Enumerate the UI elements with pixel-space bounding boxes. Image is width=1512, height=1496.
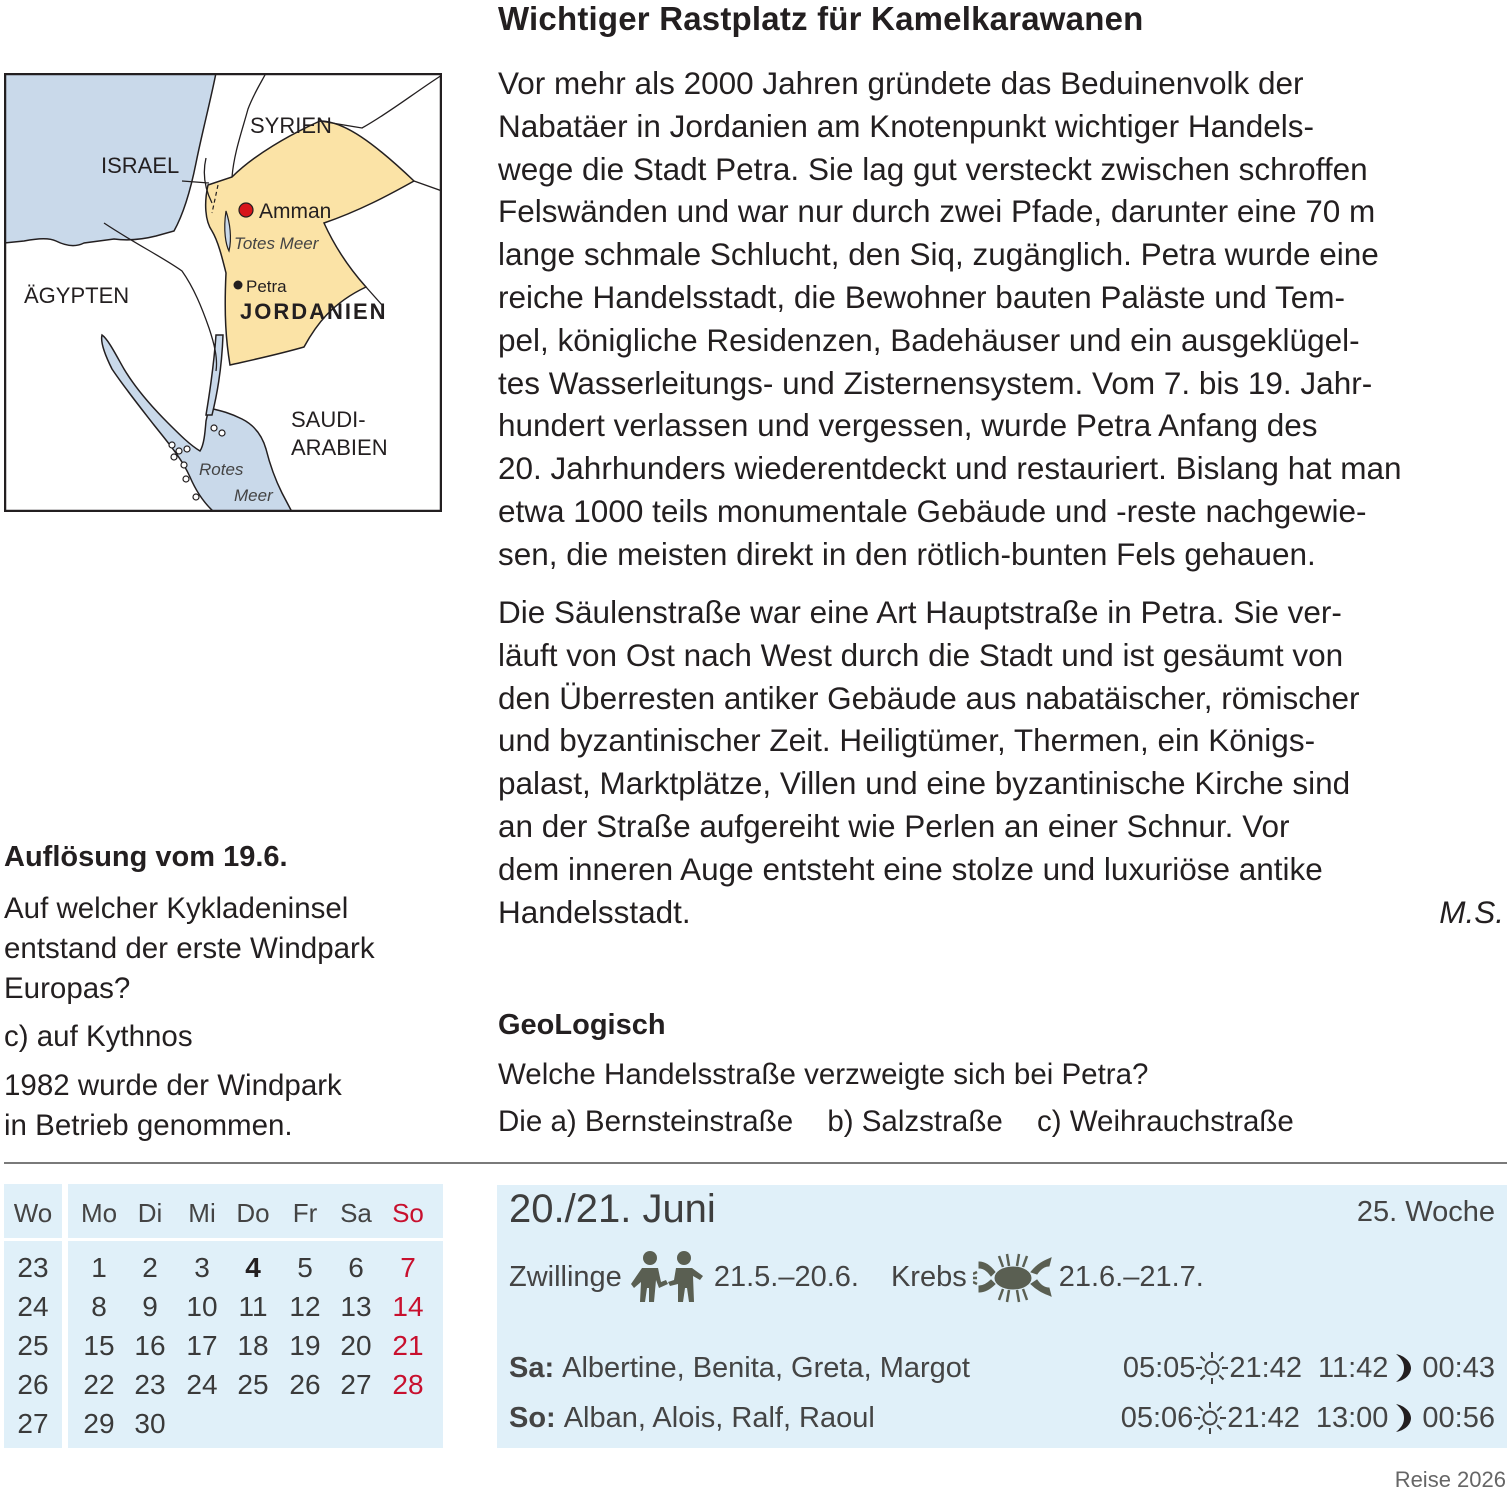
- calendar-day: 28: [392, 1369, 424, 1400]
- map-label-syrien: SYRIEN: [250, 113, 332, 138]
- calendar-header-mo: Mo: [80, 1198, 118, 1228]
- text-line: den Überresten antiker Gebäude aus nabatäischer, römischer: [498, 679, 1360, 716]
- city-dot-icon: [234, 281, 243, 290]
- calendar-header-sa: Sa: [340, 1198, 372, 1228]
- calendar-day: 5: [297, 1252, 313, 1283]
- calendar-header-di: Di: [137, 1198, 163, 1228]
- quiz-option-b: b) Salzstraße: [827, 1105, 1003, 1138]
- map-label-rotes: Rotes: [199, 460, 244, 479]
- calendar-day: 16: [134, 1330, 166, 1361]
- capital-marker-icon: [239, 203, 253, 217]
- calendar-day: 30: [134, 1408, 166, 1439]
- text-line: 20. Jahrhunders wiederentdeckt und restauriert. Bislang hat man: [498, 450, 1402, 487]
- text-line-last: [498, 891, 1510, 934]
- calendar-day: 26: [289, 1369, 321, 1400]
- moonrise-time: 11:42: [1318, 1351, 1389, 1384]
- calendar-day: 14: [392, 1291, 424, 1322]
- text-line: Europas?: [4, 972, 131, 1005]
- calendar-day: 2: [142, 1252, 158, 1283]
- moon-icon: [1388, 1402, 1414, 1434]
- calendar-day: 7: [400, 1252, 416, 1283]
- text-line: in Betrieb genommen.: [4, 1109, 293, 1142]
- calendar-header-fr: Fr: [292, 1198, 318, 1228]
- article-paragraph-1: [498, 62, 1510, 576]
- calendar-day: 19: [289, 1330, 321, 1361]
- quiz-title: GeoLogisch: [498, 1009, 666, 1041]
- quiz-option-c: c) Weihrauchstraße: [1036, 1105, 1294, 1138]
- calendar-day: 15: [83, 1330, 115, 1361]
- calendar-week-number: 24: [17, 1291, 49, 1322]
- sun-moon-times: [1121, 1401, 1495, 1435]
- article-headline: Wichtiger Rastplatz für Kamelkarawanen: [498, 0, 1144, 37]
- calendar-header-so: So: [392, 1198, 424, 1228]
- jordan-map: [4, 73, 442, 512]
- map-label-jordanien: JORDANIEN: [240, 299, 388, 324]
- zodiac-gemini-label: Zwillinge: [509, 1260, 622, 1293]
- text-line: Nabatäer in Jordanien am Knotenpunkt wichtiger Handels-: [498, 107, 1314, 144]
- sunset-time: 21:42: [1229, 1351, 1302, 1384]
- text-line: und byzantinischer Zeit. Heiligtümer, Thermen, ein Königs-: [498, 722, 1316, 759]
- solution-answer: [4, 1017, 193, 1057]
- sunrise-time: 05:06: [1120, 1401, 1194, 1434]
- calendar-day: 10: [186, 1291, 218, 1322]
- calendar-day: 13: [340, 1291, 372, 1322]
- map-label-saudi-1: SAUDI-: [291, 407, 366, 432]
- text-line: Die Säulenstraße war eine Art Hauptstraße in Petra. Sie ver-: [498, 594, 1342, 630]
- map-label-petra: Petra: [246, 277, 287, 296]
- month-calendar: [4, 1184, 443, 1448]
- sunset-time: 21:42: [1227, 1401, 1300, 1434]
- map-label-totes-meer: Totes Meer: [234, 234, 319, 253]
- calendar-day: 9: [142, 1291, 158, 1322]
- footer-label: Reise 2026: [1394, 1467, 1506, 1492]
- sun-moon-times: [1123, 1351, 1495, 1385]
- gemini-icon: [628, 1250, 708, 1304]
- solution-note: [4, 1066, 342, 1146]
- zodiac-cancer-range: 21.6.–21.7.: [1058, 1260, 1204, 1293]
- text-line: Auf welcher Kykladeninsel: [4, 892, 349, 925]
- name-day-row-so: [509, 1398, 1495, 1438]
- divider: [4, 1162, 1507, 1164]
- calendar-header-do: Do: [236, 1198, 270, 1228]
- text-line: palast, Marktplätze, Villen und eine byzantinische Kirche sind: [498, 765, 1351, 802]
- calendar-week-number: 25: [17, 1330, 49, 1361]
- name-day-names: Alban, Alois, Ralf, Raoul: [563, 1401, 875, 1434]
- map-label-israel: ISRAEL: [101, 153, 180, 178]
- map-label-amman: Amman: [259, 200, 332, 223]
- text-line: entstand der erste Windpark: [4, 932, 375, 965]
- calendar-day: 27: [340, 1369, 372, 1400]
- text-line: Felswänden und war nur durch zwei Pfade, darunter eine 70 m: [498, 193, 1376, 230]
- calendar-day: 6: [348, 1252, 364, 1283]
- solution-question: [4, 889, 375, 1009]
- calendar-day: 20: [340, 1330, 372, 1361]
- text-line-content: Handelsstadt.: [498, 893, 691, 930]
- calendar-header-wo: Wo: [13, 1198, 53, 1228]
- text-line: sen, die meisten direkt in den rötlich-bunten Fels gehauen.: [498, 535, 1316, 572]
- text-line: reiche Handelsstadt, die Bewohner bauten Paläste und Tem-: [498, 278, 1345, 315]
- day-date: 20./21. Juni: [509, 1187, 716, 1231]
- calendar-day: 22: [83, 1369, 115, 1400]
- text-line: 1982 wurde der Windpark: [4, 1069, 342, 1102]
- weekday-label: Sa:: [509, 1351, 555, 1384]
- calendar-day: 25: [237, 1369, 269, 1400]
- map-label-aegypten: ÄGYPTEN: [24, 283, 130, 308]
- map-label-saudi-2: ARABIEN: [291, 435, 388, 460]
- text-line: c) auf Kythnos: [4, 1020, 193, 1053]
- calendar-day: 3: [194, 1252, 210, 1283]
- calendar-day: 17: [186, 1330, 218, 1361]
- text-line: an der Straße aufgereiht wie Perlen an einer Schnur. Vor: [498, 807, 1290, 844]
- quiz-options: [498, 1105, 1294, 1139]
- zodiac-gemini-range: 21.5.–20.6.: [713, 1260, 859, 1293]
- moon-icon: [1388, 1352, 1414, 1384]
- map-label-meer: Meer: [234, 486, 273, 505]
- calendar-day: 18: [237, 1330, 269, 1361]
- weekday-label: So:: [509, 1401, 556, 1434]
- text-line: lange schmale Schlucht, den Siq, zugänglich. Petra wurde eine: [498, 236, 1379, 273]
- quiz-option-a: Die a) Bernsteinstraße: [498, 1105, 794, 1138]
- calendar-day: 21: [392, 1330, 424, 1361]
- zodiac-cancer-label: Krebs: [890, 1260, 967, 1293]
- moonset-time: 00:43: [1422, 1351, 1495, 1384]
- article-paragraph-2: [498, 591, 1510, 933]
- text-line: wege die Stadt Petra. Sie lag gut versteckt zwischen schroffen: [498, 150, 1368, 187]
- text-line: läuft von Ost nach West durch die Stadt und ist gesäumt von: [498, 636, 1344, 673]
- calendar-day: 23: [134, 1369, 166, 1400]
- moonrise-time: 13:00: [1315, 1401, 1389, 1434]
- calendar-week-number: 26: [17, 1369, 49, 1400]
- name-day-row-sa: [509, 1348, 1495, 1388]
- calendar-day: 8: [91, 1291, 107, 1322]
- solution-title: Auflösung vom 19.6.: [4, 841, 288, 873]
- text-line: etwa 1000 teils monumentale Gebäude und -reste nachgewie-: [498, 492, 1367, 529]
- name-day-names: Albertine, Benita, Greta, Margot: [562, 1351, 970, 1384]
- calendar-day: 12: [289, 1291, 321, 1322]
- calendar-grid: [4, 1184, 443, 1448]
- sun-icon: [1195, 1351, 1229, 1385]
- calendar-day: 1: [91, 1252, 107, 1283]
- calendar-header-mi: Mi: [188, 1198, 216, 1228]
- text-line: hundert verlassen und vergessen, wurde Petra Anfang des: [498, 407, 1318, 444]
- calendar-week-number: 23: [17, 1252, 49, 1283]
- calendar-day: 4: [245, 1252, 261, 1283]
- sunrise-time: 05:05: [1122, 1351, 1196, 1384]
- calendar-week-number: 27: [17, 1408, 49, 1439]
- text-line: pel, königliche Residenzen, Badehäuser und ein ausgeklügel-: [498, 321, 1360, 358]
- article-author: M.S.: [1439, 893, 1504, 930]
- text-line: Vor mehr als 2000 Jahren gründete das Beduinenvolk der: [498, 65, 1304, 101]
- moonset-time: 00:56: [1422, 1401, 1495, 1434]
- zodiac-row: [509, 1247, 1204, 1307]
- sun-icon: [1193, 1401, 1227, 1435]
- quiz-question: Welche Handelsstraße verzweigte sich bei Petra?: [498, 1058, 1149, 1091]
- cancer-icon: [973, 1250, 1053, 1304]
- calendar-day: 24: [186, 1369, 218, 1400]
- calendar-day: 11: [238, 1291, 268, 1322]
- text-line: tes Wasserleitungs- und Zisternensystem. Vom 7. bis 19. Jahr-: [498, 364, 1373, 401]
- calendar-day: 29: [83, 1408, 115, 1439]
- week-number: 25. Woche: [1356, 1196, 1495, 1228]
- text-line: dem inneren Auge entsteht eine stolze und luxuriöse antike: [498, 850, 1323, 887]
